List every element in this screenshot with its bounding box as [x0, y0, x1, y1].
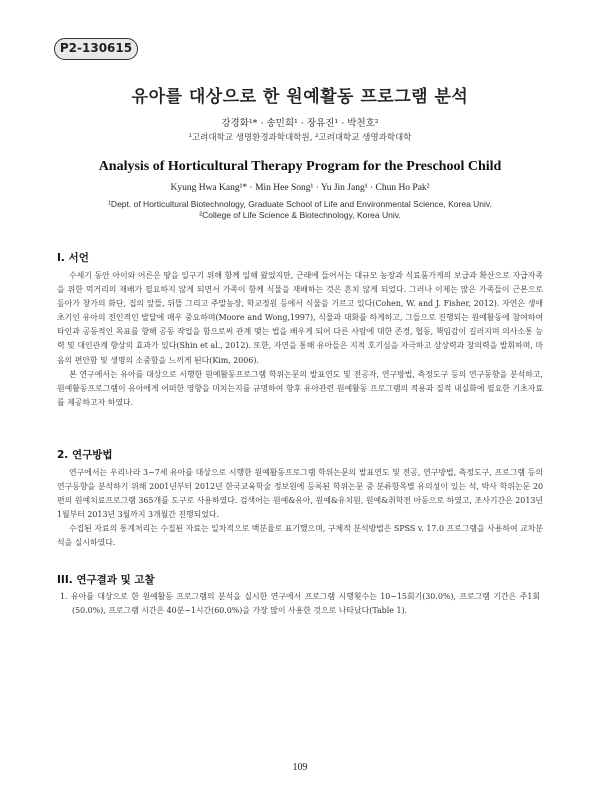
- intro-body: [57, 269, 543, 410]
- intro-heading: I. 서언: [57, 252, 89, 264]
- methods-paragraph-1: 연구에서는 우리나라 3~7세 유아를 대상으로 시행한 원예활동프로그램 학위논문의 발표연도 및 전공, 연구방법, 측정도구, 프로그램 등의 연구동향을 분석하기 위해 2001년부터 2012년 한국교육학술 정보원에 등록된 학위논문 중 분류항목별 유의성이 있는 석, 박사 학위논문 20편의 원예치료프로그램 365개를 도구로 사용하였다. 검색어는 원예&유아, 원예&유치원, 원예&취학전 아동으로 하였고, 조사기간은 2013년 1월부터 2013년 3월까지 3개월간 진행되었다.: [57, 468, 543, 520]
- korean-title: 유아를 대상으로 한 원예활동 프로그램 분석: [131, 87, 469, 107]
- korean-authors: 강경화¹* · 송민희¹ · 장유진¹ · 박천호²: [221, 118, 379, 129]
- methods-paragraph-2: 수집된 자료의 통계처리는 수집된 자료는 일차적으로 백분율로 표기했으며, 구체적 분석방법은 SPSS v. 17.0 프로그램을 사용하여 교차분석을 실시하였다.: [57, 524, 543, 548]
- english-title: Analysis of Horticultural Therapy Program for the Preschool Child: [98, 159, 502, 174]
- intro-paragraph-2: 본 연구에서는 유아를 대상으로 시행한 원예활동프로그램 학위논문의 발표연도 및 전공자, 연구방법, 측정도구 등의 연구동향을 분석하고, 원예활동프로그램이 유아에게 어떠한 영향을 미치는지를 규명하여 향후 유아관련 원예활동 프로그램의 적용과 질적 내실화에 필요한 기초자료를 제공하고자 하였다.: [57, 369, 543, 407]
- results-heading: III. 연구결과 및 고찰: [57, 574, 155, 586]
- methods-body: [57, 466, 543, 551]
- poster-id-badge: P2-130615: [54, 38, 138, 60]
- english-authors: Kyung Hwa Kang¹* · Min Hee Song¹ · Yu Jin Jang¹ · Chun Ho Pak²: [170, 183, 430, 193]
- english-affiliation-1: ¹Dept. of Horticultural Biotechnology, Graduate School of Life and Environmental Science, Korea Univ.: [108, 199, 492, 209]
- results-item-1: 1. 유아를 대상으로 한 원예활동 프로그램의 분석을 실시한 연구에서 프로그램 시행횟수는 10~15회기(30.0%), 프로그램 기간은 주1회(50.0%), 프로그램 시간은 40분~1시간(60.0%)을 가장 많이 사용한 것으로 나타났다(Table 1).: [60, 592, 540, 616]
- intro-paragraph-1: 수세기 동안 아이와 어른은 땅을 일구기 위해 함께 일해 왔었지만, 근래에 들어서는 대규모 농장과 식료품가게의 보급과 확산으로 자급자족을 위한 먹거리의 재배가 필요하지 않게 되면서 가족이 함께 식물을 재배하는 것은 흔치 않게 되었다. 그러나 이제는 많은 가족들이 근본으로 돌아가 창가의 화단, 집의 앞뜰, 뒤뜰 그리고 주말농장, 학교정원 등에서 식물을 기르고 있다(Cohen, W. and J. Fisher, 2012). 자연은 생애 초기인 유아의 전인적인 발달에 매우 중요하며(Moore and Wong,1997), 식물과 대화를 하게하고, 그들으로 진행되는 원예활동에 참여하여 타인과 공동적인 목표를 향해 공동 작업을 함으로써 관계 맺는 법을 배우게 되어 다른 사람에 대한 존경, 협동, 책임감이 길러지며 의사소통 능력 및 대인관계 향상의 효과가 있다(Shin et al., 2012). 또한, 자연을 통해 유아들은 지적 호기심을 자극하고 상상력과 창의력을 발휘하며, 마음의 편안함 및 생명의 소중함을 느끼게 된다(Kim, 2006).: [57, 271, 543, 365]
- korean-affiliation: ¹고려대학교 생명환경과학대학원, ²고려대학교 생명과학대학: [188, 133, 412, 143]
- methods-heading: 2. 연구방법: [57, 449, 113, 461]
- page-number: 109: [292, 762, 308, 773]
- english-affiliation: [0, 199, 600, 221]
- results-body: [60, 590, 540, 618]
- english-affiliation-2: ²College of Life Science & Biotechnology, Korea Univ.: [199, 210, 401, 220]
